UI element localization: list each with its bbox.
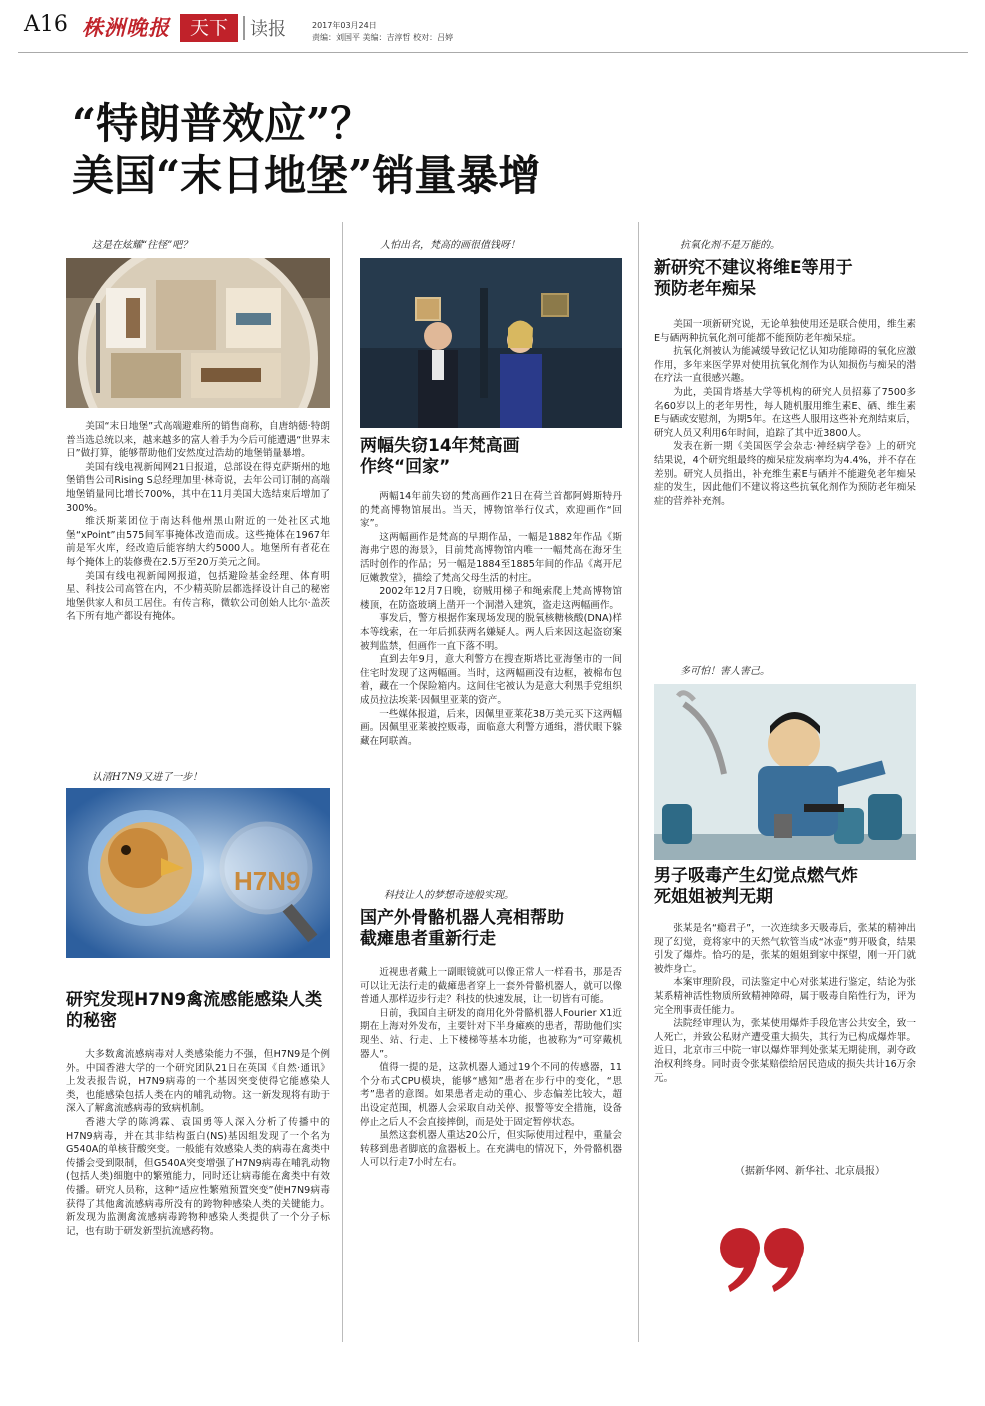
header-rule — [18, 52, 968, 53]
h7n9-headline: 研究发现H7N9禽流感能感染人类的秘密 — [66, 990, 323, 1031]
drug-cartoon — [654, 684, 916, 860]
paragraph: 2002年12月7日晚，窃贼用梯子和绳索爬上梵高博物馆楼顶，在防盗玻璃上凿开一个洞潜入建筑，盗走这两幅画作。 — [360, 586, 622, 611]
editor-credits: 责编：刘国平 美编：吉淳哲 校对：吕婷 — [312, 33, 454, 42]
paragraph: 美国有线电视新闻网21日报道，总部设在得克萨斯州的地堡销售公司Rising S总经理加里·林奇说，去年公司订制的高端地堡销量同比增长700%，其中在11月美国大选结束后增加了300%。 — [66, 461, 330, 514]
paragraph: 发表在新一期《美国医学会杂志·神经病学卷》上的研究结果说，4个研究组最终的痴呆症发病率均为4.4%，并不存在差别。研究人员指出，补充维生素E与硒并不能避免老年痴呆症的发生，因此他们不建议将这些抗氧化剂作为预防老年痴呆症的营养补充剂。 — [654, 441, 916, 507]
robot-headline: 国产外骨骼机器人亮相帮助截瘫患者重新行走 — [360, 908, 564, 949]
page-header — [0, 0, 985, 52]
paragraph: 近视患者戴上一副眼镜就可以像正常人一样看书，那是否可以让无法行走的截瘫患者穿上一套外骨骼机器人，就可以像普通人那样迈步行走？科技的快速发展，让一切皆有可能。 — [360, 967, 622, 1006]
main-headline-line1: “特朗普效应”？ — [72, 99, 373, 148]
section-badge: 天下 — [180, 14, 238, 42]
paragraph: 张某是名“瘾君子”，一次连续多天吸毒后，张某的精神出现了幻觉，竟将家中的天然气软管当成“冰壶”剪开吸食，结果引发了爆炸。恰巧的是，张某的姐姐到家中探望，刚一开门就被炸身亡。 — [654, 923, 916, 975]
vangogh-body — [360, 490, 622, 748]
newspaper-name: 株洲晚报 — [82, 15, 170, 40]
main-headline-line2: 美国“末日地堡”销量暴增 — [72, 151, 541, 200]
h7n9-photo — [66, 788, 330, 958]
vangogh-headline: 两幅失窃14年梵高画作终“回家” — [360, 436, 520, 477]
h7n9-body — [66, 1048, 330, 1238]
paragraph: 美国有线电视新闻网报道，包括避险基金经理、体育明星、科技公司高管在内，不少精英阶层都选择设计自己的秘密地堡供家人和员工居住。有传言称，微软公司创始人比尔·盖茨名下所有地产都设有掩体。 — [66, 570, 330, 623]
drug-cartoon-illustration — [654, 684, 916, 860]
column-divider-right — [638, 222, 639, 1342]
drug-headline: 男子吸毒产生幻觉点燃气炸死姐姐被判无期 — [654, 866, 858, 907]
drug-caption: 多可怕！害人害己。 — [680, 666, 770, 677]
paragraph: 大多数禽流感病毒对人类感染能力不强，但H7N9是个例外。中国香港大学的一个研究团队21日在英国《自然·通讯》上发表报告说，H7N9病毒的一个基因突变使得它能感染人类，也能感染包括人类在内的哺乳动物。这一新发现将有助于深入了解禽流感病毒的致病机制。 — [66, 1049, 330, 1115]
vitamin-headline: 新研究不建议将维E等用于预防老年痴呆 — [654, 258, 853, 299]
paragraph: 值得一提的是，这款机器人通过19个不同的传感器，11个分布式CPU模块，能够“感知”患者在步行中的变化，“思考”患者的意图。如果患者走动的重心、步态偏差比较大，超出设定范围，机器人会采取自动关停、报警等安全措施，设备停止之后人不会直接摔倒，而是处于固定暂停状态。 — [360, 1062, 622, 1128]
paragraph: 直到去年9月，意大利警方在搜查斯塔比亚海堡市的一间住宅时发现了这两幅画。当时，这两幅画没有边框，被棉布包着，藏在一个保险箱内。这间住宅被认为是意大利黑手党组织成员拉法埃莱·因佩里亚莱的资产。 — [360, 654, 622, 706]
vitamin-body — [654, 318, 916, 508]
paragraph: 这两幅画作是梵高的早期作品，一幅是1882年作品《斯海弗宁恩的海景》，目前梵高博物馆内唯一一幅梵高在海牙生活时创作的作品；另一幅是1884至1885年间的作品《离开尼厄嫩教堂》，描绘了梵高父母生活的村庄。 — [360, 531, 622, 584]
paragraph: 抗氧化剂被认为能减缓导致记忆认知功能障碍的氧化应激作用，多年来医学界对使用抗氧化剂作为认知损伤与痴呆的潜在疗法一直很感兴趣。 — [654, 346, 916, 385]
column-divider-left — [342, 222, 343, 1342]
header-divider — [243, 16, 245, 40]
paragraph: 为此，美国肯塔基大学等机构的研究人员招募了7500多名60岁以上的老年男性，每人随机服用维生素E、硒、维生素E与硒或安慰剂，为期5年。在这些人服用这些补充剂结束后，研究人员又利用6年时间，追踪了其中近3800人。 — [654, 386, 916, 439]
bunker-body — [66, 420, 330, 624]
paragraph: 法院经审理认为，张某使用爆炸手段危害公共安全，致一人死亡，并致公私财产遭受重大损失，其行为已构成爆炸罪。近日，北京市三中院一审以爆炸罪判处张某无期徒刑，剥夺政治权利终身。同时责令张某赔偿给居民造成的损失共计16万余元。 — [654, 1018, 916, 1084]
robot-body — [360, 966, 622, 1170]
news-source: （据新华网、新华社、北京晨报） — [735, 1166, 885, 1177]
paragraph: 虽然这套机器人重达20公斤，但实际使用过程中，重量会转移到患者脚底的盒器板上。在充满电的情况下，外骨骼机器人可以行走7小时左右。 — [360, 1130, 622, 1169]
main-headline — [72, 98, 632, 202]
vangogh-museum-scene — [360, 258, 622, 428]
bunker-caption: 这是在炫耀“往怪”吧？ — [92, 240, 193, 251]
page-number: A16 — [24, 12, 68, 37]
h7n9-image-label: H7N9 — [234, 866, 301, 896]
bunker-photo — [66, 258, 330, 408]
quote-mark-icon — [718, 1226, 808, 1296]
robot-caption: 科技让人的梦想奇迹般实现。 — [384, 890, 514, 901]
paragraph: 本案审理阶段，司法鉴定中心对张某进行鉴定，结论为张某系精神活性物质所致精神障碍，属于吸毒自陷性行为，评为完全刑事责任能力。 — [654, 977, 916, 1016]
paragraph: 事发后，警方根据作案现场发现的脱氧核糖核酸(DNA)样本等线索，在一年后抓获两名嫌疑人。两人后来因这起盗窃案被判监禁，但画作一直下落不明。 — [360, 613, 622, 652]
column-name: 读报 — [250, 19, 286, 40]
issue-date: 2017年03月24日 — [312, 21, 377, 30]
paragraph: 美国“末日地堡”式高端避难所的销售商称，自唐纳德·特朗普当选总统以来，越来越多的富人着手为今后可能遭遇“世界末日”做打算，能够帮助他们安然度过浩劫的地堡销量暴增。 — [66, 421, 331, 460]
vangogh-caption: 人怕出名，梵高的画很值钱呀！ — [380, 240, 520, 251]
paragraph: 美国一项新研究说，无论单独使用还是联合使用，维生素E与硒两种抗氧化剂可能都不能预防老年痴呆症。 — [654, 319, 916, 344]
drug-body — [654, 922, 916, 1085]
h7n9-caption: 认清H7N9又进了一步！ — [92, 772, 203, 783]
vitamin-caption: 抗氧化剂不是万能的。 — [680, 240, 780, 251]
paragraph: 维沃斯莱团位于南达科他州黑山附近的一处社区式地堡“xPoint”由575间军事掩体改造而成。这些掩体在1967年前是军火库，经改造后能容纳大约5000人。地堡所有者花在每个掩体上的装修费在2.5万至20万美元之间。 — [66, 516, 330, 568]
bunker-cutaway-illustration — [66, 258, 330, 408]
paragraph: 香港大学的陈鸿霖、袁国勇等人深入分析了传播中的H7N9病毒，并在其非结构蛋白(NS)基因组发现了一个名为G540A的单核苷酸突变。一般能有效感染人类的病毒在禽类中传播会受到限制，但G540A突变增强了H7N9病毒在哺乳动物(包括人类)细胞中的繁殖能力，同时还让病毒能在禽类中有效传播。研究人员称，这种“适应性繁殖预置突变”使H7N9病毒获得了其他禽流感病毒所没有的跨物种感染人类的关键能力。新发现为监测禽流感病毒跨物种感染人类提供了一个分子标记，也有助于研发新型抗流感药物。 — [66, 1116, 330, 1237]
vangogh-photo — [360, 258, 622, 428]
paragraph: 一些媒体报道，后来，因佩里亚莱花38万美元买下这两幅画。因佩里亚莱被控贩毒，面临意大利警方通缉，潜伏眼下躲藏在阿联酋。 — [360, 708, 622, 747]
paragraph: 日前，我国自主研发的商用化外骨骼机器人Fourier X1近期在上海对外发布，主要针对下半身瘫痪的患者，帮助他们实现坐、站、行走、上下楼梯等基本功能，也被称为“可穿戴机器人”。 — [360, 1007, 622, 1060]
paragraph: 两幅14年前失窃的梵高画作21日在荷兰首都阿姆斯特丹的梵高博物馆展出。当天，博物馆举行仪式，欢迎画作“回家”。 — [360, 491, 622, 530]
